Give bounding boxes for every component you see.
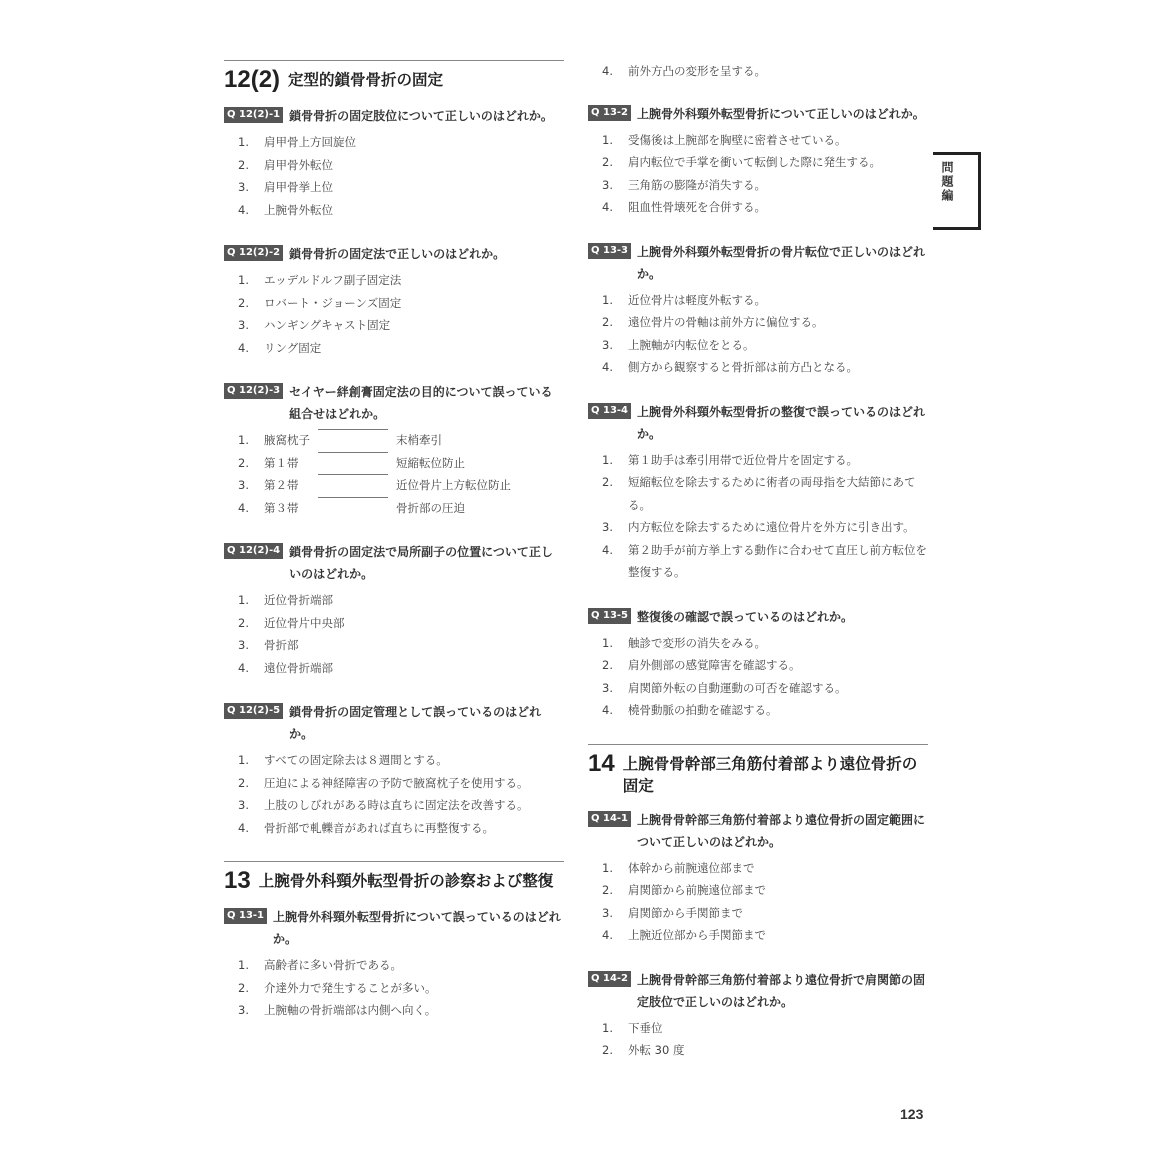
option: 4. リング固定 [238,340,322,355]
section-rule [224,60,564,61]
option-list [224,131,564,221]
question-label: Q 12(2)-2 [224,245,283,261]
question-text: 上腕骨外科頸外転型骨折について誤っているのはどれか。 [273,910,561,946]
option: 1. 近位骨折端部 [238,593,333,607]
option: 2. 圧迫による神経障害の予防で腋窩枕子を使用する。 [238,775,529,790]
question [588,809,928,947]
side-tab-label: 問題編 [940,161,954,203]
option: 1. エッデルドルフ副子固定法 [238,273,402,287]
option: 1. 下垂位 [602,1020,663,1035]
option: 4. 上腕骨外転位 [238,202,333,217]
option: 2. 肩内転位で手掌を衝いて転倒した際に発生する。 [602,155,881,169]
question-label: Q 14-2 [588,971,631,987]
question-text: 上腕骨外科頸外転型骨折の整復で誤っているのはどれか。 [637,404,926,441]
option: 1. 第１助手は牽引用帯で近位骨片を固定する。 [602,452,858,467]
option: 2. 介達外力で発生することが多い。 [238,980,437,995]
question-text: 鎖骨骨折の固定法で正しいのはどれか。 [289,247,506,261]
option: 3. 肩甲骨挙上位 [238,180,333,194]
option: 1. 高齢者に多い骨折である。 [238,958,402,972]
section-header [588,751,928,797]
dash-connector [318,452,388,453]
question [588,103,928,219]
option: 1. 触診で変形の消失をみる。 [602,635,766,650]
question-text: 整復後の確認で誤っているのはどれか。 [637,609,854,624]
option: 4. 第２助手が前方挙上する動作に合わせて直圧し前方転位を整復する。 [602,542,927,579]
dash-connector [318,474,388,475]
section-header [224,67,564,93]
question-label: Q 12(2)-4 [224,543,283,559]
option: 2. 遠位骨片の骨軸は前外方に偏位する。 [602,315,824,329]
question [224,381,564,519]
option: 1. 肩甲骨上方回旋位 [238,135,356,149]
question-label: Q 13-1 [224,908,267,924]
option: 1. 受傷後は上腕部を胸壁に密着させている。 [602,132,847,147]
option: 4. 側方から観察すると骨折部は前方凸となる。 [602,360,858,374]
option: 1. 腋窩枕子 末梢牽引 [238,429,564,452]
option: 2. 短縮転位を除去するために術者の両母指を大結節にあてる。 [602,475,916,512]
option: 4. 遠位骨折端部 [238,660,333,675]
option-list [588,289,928,379]
question-label: Q 12(2)-5 [224,703,283,719]
option-list [224,749,564,839]
option-list [588,449,928,584]
option: 3. 上腕軸の骨折端部は内側へ向く。 [238,1003,437,1017]
question [224,243,564,359]
option: 4. 橈骨動脈の拍動を確認する。 [602,703,778,717]
option: 4. 阻血性骨壊死を合併する。 [602,200,766,214]
section-header [224,868,564,894]
option: 2. 肩外側部の感覚障害を確認する。 [602,658,801,672]
option: 1. 近位骨片は軽度外転する。 [602,292,766,307]
section-number: 12(2) [224,66,281,93]
option-list [588,1017,928,1062]
question-label: Q 12(2)-1 [224,107,283,123]
page-number: 123 [900,1106,924,1122]
section-title: 上腕骨骨幹部三角筋付着部より遠位骨折の固定 [622,754,918,795]
option: 2. ロバート・ジョーンズ固定 [238,295,402,310]
section-rule [224,861,564,862]
question-text: 上腕骨骨幹部三角筋付着部より遠位骨折で肩関節の固定肢位で正しいのはどれか。 [637,972,926,1009]
question-label: Q 13-2 [588,105,631,121]
question-label: Q 13-5 [588,608,631,624]
question [588,969,928,1062]
option: 2. 肩関節から前腕遠位部まで [602,883,766,897]
question-label: Q 12(2)-3 [224,383,283,399]
question [224,541,564,679]
dash-connector [318,429,388,430]
question-text: 鎖骨骨折の固定法で局所副子の位置について正しいのはどれか。 [289,545,553,581]
option: 3. 骨折部 [238,638,299,652]
section-title: 上腕骨外科頸外転型骨折の診察および整復 [258,872,554,890]
section-title: 定型的鎖骨骨折の固定 [288,71,444,89]
option: 1. 体幹から前腕遠位部まで [602,860,755,875]
option: 1. すべての固定除去は８週間とする。 [238,753,448,767]
option-list [588,857,928,947]
option-list [224,954,564,1022]
option-list [224,269,564,359]
option-list [588,129,928,219]
left-column [224,60,564,1044]
question [224,105,564,221]
question-label: Q 13-3 [588,243,631,259]
option: 2. 肩甲骨外転位 [238,157,333,172]
option: 3. 肩関節から手関節まで [602,905,743,920]
option: 3. 三角筋の膨隆が消失する。 [602,177,766,192]
dash-connector [318,497,388,498]
option: 3. 内方転位を除去するために遠位骨片を外方に引き出す。 [602,520,915,534]
question [588,606,928,722]
option: 3. 第２帯 近位骨片上方転位防止 [238,474,564,497]
option: 4. 骨折部で軋轢音があれば直ちに再整復する。 [238,820,494,835]
section-number: 14 [588,749,615,777]
option: 3. ハンギングキャスト固定 [238,318,391,332]
question-text: 上腕骨外科頸外転型骨折について正しいのはどれか。 [637,106,925,121]
right-column [588,60,928,1084]
option: 3. 上腕軸が内転位をとる。 [602,337,755,352]
option-list [588,60,928,83]
section-rule [588,744,928,745]
question-text: 鎖骨骨折の固定管理として誤っているのはどれか。 [289,705,542,741]
option: 4. 上腕近位部から手関節まで [602,928,766,942]
question-text: 上腕骨骨幹部三角筋付着部より遠位骨折の固定範囲について正しいのはどれか。 [637,812,926,849]
question-text: セイヤー絆創膏固定法の目的について誤っている組合せはどれか。 [289,385,553,421]
option-list [224,429,564,519]
section-number: 13 [224,867,251,894]
option-list [588,632,928,722]
option-list [224,589,564,679]
option: 3. 上肢のしびれがある時は直ちに固定法を改善する。 [238,798,529,812]
option: 2. 近位骨片中央部 [238,615,345,630]
option: 3. 肩関節外転の自動運動の可否を確認する。 [602,680,847,695]
question [224,906,564,1022]
question-text: 鎖骨骨折の固定肢位について正しいのはどれか。 [289,109,553,123]
question-label: Q 14-1 [588,811,631,827]
option: 2. 外転 30 度 [602,1043,685,1057]
question-label: Q 13-4 [588,403,631,419]
question-text: 上腕骨外科頸外転型骨折の骨片転位で正しいのはどれか。 [637,244,926,281]
option: 4. 第３帯 骨折部の圧迫 [238,497,564,520]
option: 4. 前外方凸の変形を呈する。 [602,64,766,78]
side-tab [933,152,981,230]
question [224,701,564,839]
question [588,241,928,379]
question [588,401,928,584]
option: 2. 第１帯 短縮転位防止 [238,452,564,475]
